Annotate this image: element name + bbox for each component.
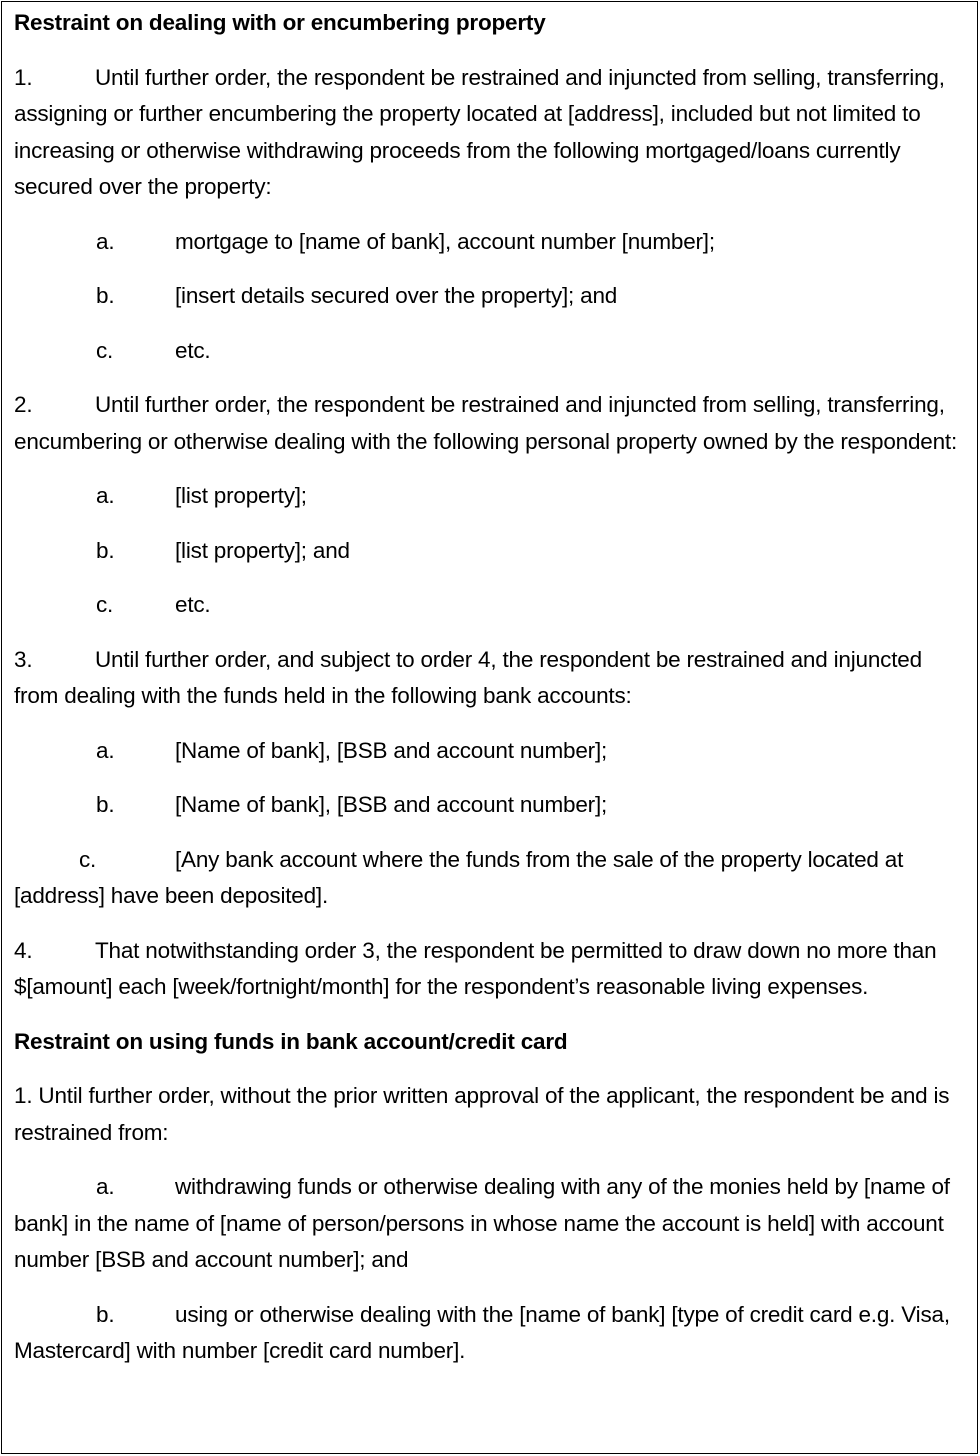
order-number: 1. (14, 64, 33, 90)
sub-item-letter: a. (96, 737, 115, 763)
order-text: Until further order, and subject to order 4, the respondent be restrained and injuncted from dealing with the funds held in the following bank accounts: (14, 646, 922, 708)
sub-item-text: [Name of bank], [BSB and account number]; (175, 737, 608, 763)
sub-item-text: [Name of bank], [BSB and account number]; (175, 792, 608, 817)
sub-item (14, 733, 977, 770)
sub-item-text: withdrawing funds or otherwise dealing with any of the monies held by [name of bank] in the name of [name of person/persons in whose name the account is held] with account number [BSB and account number]; and (14, 1174, 950, 1272)
sub-item (14, 587, 977, 624)
order-text: That notwithstanding order 3, the respondent be permitted to draw down no more than $[amount] each [week/fortnight/month] for the respondent’s reasonable living expenses. (14, 937, 937, 999)
document-page (1, 1, 978, 1454)
sub-item-text: mortgage to [name of bank], account number [number]; (175, 228, 715, 254)
sub-item-text: [list property]; (175, 483, 307, 508)
order-number: 4. (14, 937, 33, 963)
sub-item-letter: b. (96, 792, 115, 817)
sub-item (14, 1297, 977, 1370)
order-paragraph (14, 60, 977, 206)
sub-item-text: etc. (175, 337, 211, 363)
sub-item (14, 278, 977, 315)
order-text: Until further order, the respondent be restrained and injuncted from selling, transferring, assigning or further encumbering the property located at [address], included but not limited to increasing or otherwise withdrawing proceeds from the following mortgaged/loans currently secured over the property: (14, 64, 945, 199)
sub-item-letter: a. (96, 483, 115, 508)
order-paragraph (14, 642, 977, 715)
sub-item-text: [list property]; and (175, 537, 350, 563)
order-paragraph (14, 387, 977, 460)
sub-item-letter: a. (96, 1174, 115, 1199)
sub-item (14, 478, 977, 515)
sub-item-text: etc. (175, 592, 211, 617)
sub-item-text: [Any bank account where the funds from the sale of the property located at [address] have been deposited]. (14, 846, 904, 908)
sub-item (14, 333, 977, 370)
order-paragraph (14, 933, 977, 1006)
sub-item-letter: b. (96, 1301, 115, 1327)
order-text: Until further order, the respondent be restrained and injuncted from selling, transferring, encumbering or otherwise dealing with the following personal property owned by the respondent: (14, 392, 958, 454)
sub-item-letter: c. (96, 592, 114, 617)
order-number: 2. (14, 392, 33, 417)
section-heading-property: Restraint on dealing with or encumbering property (14, 10, 546, 35)
sub-item-letter: c. (96, 337, 114, 363)
sub-item (14, 1169, 977, 1279)
sub-item (14, 787, 977, 824)
sub-item-text: using or otherwise dealing with the [name of bank] [type of credit card e.g. Visa, Mastercard] with number [credit card number]. (14, 1301, 950, 1363)
section-heading-bank-account: Restraint on using funds in bank account/credit card (14, 1028, 568, 1054)
sub-item-letter: c. (79, 846, 97, 872)
sub-item-letter: a. (96, 228, 115, 254)
sub-item-letter: b. (96, 283, 115, 308)
sub-item (14, 842, 977, 915)
sub-item (14, 533, 977, 570)
sub-item (14, 224, 977, 261)
order-paragraph: 1. Until further order, without the prior written approval of the applicant, the respondent be and is restrained from: (14, 1083, 950, 1145)
sub-item-letter: b. (96, 537, 115, 563)
order-number: 3. (14, 646, 33, 672)
sub-item-text: [insert details secured over the property]; and (175, 283, 618, 308)
